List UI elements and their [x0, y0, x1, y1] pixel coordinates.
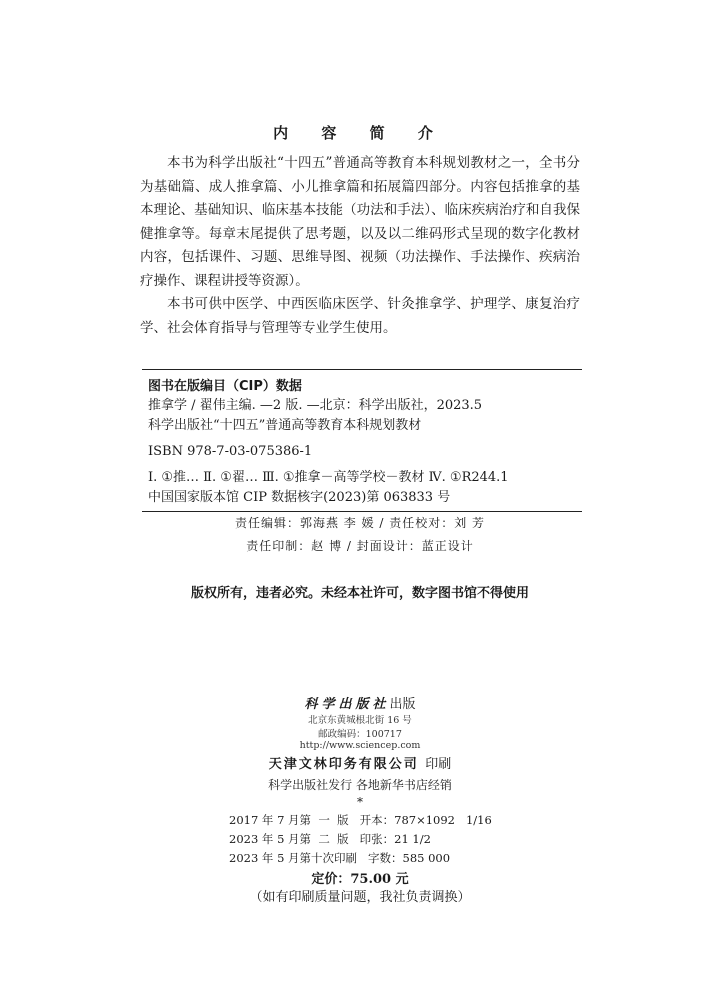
editors-line-1: 责任编辑：郭海燕 李 媛 / 责任校对：刘 芳	[234, 516, 486, 530]
cip-line-1: 推拿学 / 翟伟主编. —2 版. —北京：科学出版社，2023.5	[148, 398, 483, 413]
price: 定价：75.00 元	[311, 872, 409, 887]
summary-paragraph-2: 本书可供中医学、中西医临床医学、针灸推拿学、护理学、康复治疗学、社会体育指导与管理等专业学生使用。	[140, 296, 580, 336]
distribution-line: 科学出版社发行 各地新华书店经销	[268, 778, 452, 792]
cip-line-2: 科学出版社“十四五”普通高等教育本科规划教材	[148, 418, 422, 433]
printer-company: 天津文林印务有限公司	[268, 757, 419, 772]
publisher-name	[0, 693, 720, 712]
cip-record: 中国国家版本馆 CIP 数据核字(2023)第 063833 号	[148, 490, 451, 505]
edition-row-3: 2023 年 5 月第十次印刷 字数：585 000	[229, 851, 451, 865]
edition-info	[0, 812, 720, 872]
editors-line-2: 责任印制：赵 博 / 封面设计：蓝正设计	[246, 539, 474, 553]
summary-paragraph-1: 本书为科学出版社“十四五”普通高等教育本科规划教材之一，全书分为基础篇、成人推拿篇、小儿推拿篇和拓展篇四部分。内容包括推拿的基本理论、基础知识、临床基本技能（功法和手法）、临床疾病治疗和自我保健推拿等。每章末尾提供了思考题，以及以二维码形式呈现的数字化教材内容，包括课件、习题、思维导图、视频（功法操作、手法操作、疾病治疗操作、课程讲授等资源）。	[140, 155, 580, 289]
copyright-notice: 版权所有，违者必究。未经本社许可，数字图书馆不得使用	[190, 586, 529, 601]
quality-note: （如有印刷质量问题，我社负责调换）	[249, 890, 471, 905]
printer-name	[0, 753, 720, 772]
summary-body	[140, 152, 580, 340]
cip-classification: Ⅰ. ①推… Ⅱ. ①翟… Ⅲ. ①推拿－高等学校－教材 Ⅳ. ①R244.1	[148, 470, 509, 485]
edition-row-2: 2023 年 5 月第 二 版 印张：21 1/2	[229, 832, 431, 846]
publisher-postcode: 邮政编码：100717	[318, 729, 402, 740]
cip-heading: 图书在版编目（CIP）数据	[148, 379, 302, 394]
separator-star: *	[357, 795, 363, 809]
cip-top-rule	[142, 369, 582, 370]
cip-isbn: ISBN 978-7-03-075386-1	[148, 444, 313, 459]
publisher-address: 北京东黄城根北街 16 号	[308, 715, 412, 726]
publisher-url: http://www.sciencep.com	[299, 740, 421, 751]
summary-title: 内 容 简 介	[273, 124, 447, 142]
publisher-suffix: 出版	[389, 697, 416, 712]
cip-bottom-rule	[142, 511, 582, 512]
printer-suffix: 印刷	[425, 757, 452, 772]
publisher-logo-text: 科学出版社	[304, 697, 390, 712]
edition-row-1: 2017 年 7 月第 一 版 开本：787×1092 1/16	[229, 813, 492, 827]
